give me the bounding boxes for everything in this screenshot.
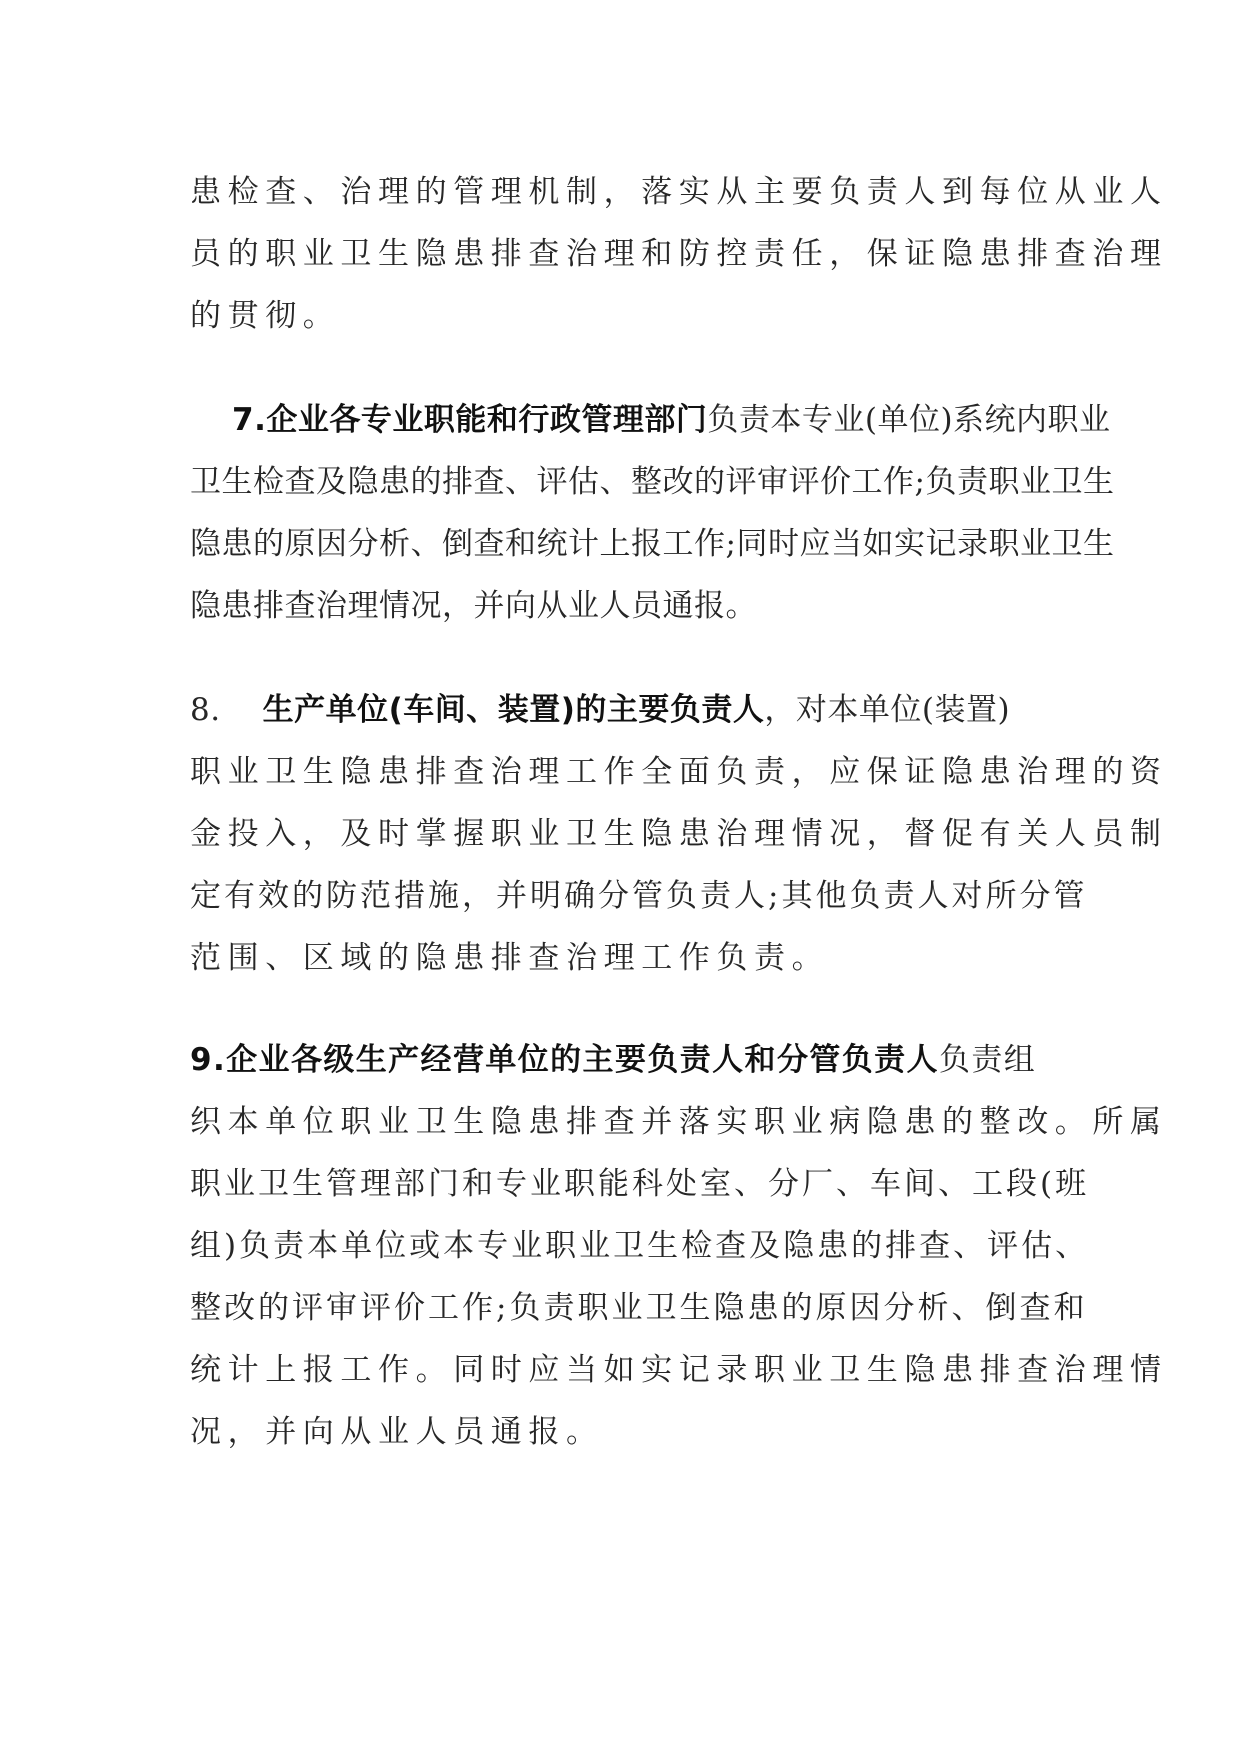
paragraph-line: 卫生检查及隐患的排查、评估、整改的评审评价工作;负责职业卫生 [190,464,1115,500]
item-7-bold-title: 7.企业各专业职能和行政管理部门 [232,402,708,438]
item-9-bold-title: 9.企业各级生产经营单位的主要负责人和分管负责人 [190,1042,939,1078]
paragraph-line: 金投入，及时掌握职业卫生隐患治理情况，督促有关人员制 [190,816,1168,852]
paragraph-line: 整改的评审评价工作;负责职业卫生隐患的原因分析、倒查和 [190,1290,1088,1326]
paragraph-line: 患检查、治理的管理机制，落实从主要负责人到每位从业人 [190,174,1168,210]
paragraph-line: 职业卫生管理部门和专业职能科处室、分厂、车间、工段(班 [190,1166,1090,1202]
paragraph-line: 况，并向从业人员通报。 [190,1414,604,1450]
paragraph-line: 隐患排查治理情况，并向从业人员通报。 [190,588,757,624]
paragraph-line: 织本单位职业卫生隐患排查并落实职业病隐患的整改。所属 [190,1104,1168,1140]
paragraph-line: 隐患的原因分析、倒查和统计上报工作;同时应当如实记录职业卫生 [190,526,1115,562]
item-7-heading-line [232,400,1111,440]
item-8-text: ，对本单位(装置) [764,692,1011,728]
paragraph-line: 的贯彻。 [190,298,341,334]
paragraph-line: 范围、区域的隐患排查治理工作负责。 [190,940,830,976]
paragraph-line: 定有效的防范措施，并明确分管负责人;其他负责人对所分管 [190,878,1088,914]
item-9-text: 负责组 [938,1042,1037,1078]
item-9-heading-line [190,1040,1036,1080]
paragraph-line: 统计上报工作。同时应当如实记录职业卫生隐患排查治理情 [190,1352,1168,1388]
paragraph-line: 员的职业卫生隐患排查治理和防控责任，保证隐患排查治理 [190,236,1168,272]
item-7-text: 负责本专业(单位)系统内职业 [707,402,1111,438]
item-8-bold-title: 生产单位(车间、装置)的主要负责人 [262,692,765,728]
paragraph-line: 职业卫生隐患排查治理工作全面负责，应保证隐患治理的资 [190,754,1168,790]
paragraph-line: 组)负责本单位或本专业职业卫生检查及隐患的排查、评估、 [190,1228,1090,1264]
item-8-number: 8. [190,692,221,728]
item-8-heading-line [190,690,1010,730]
